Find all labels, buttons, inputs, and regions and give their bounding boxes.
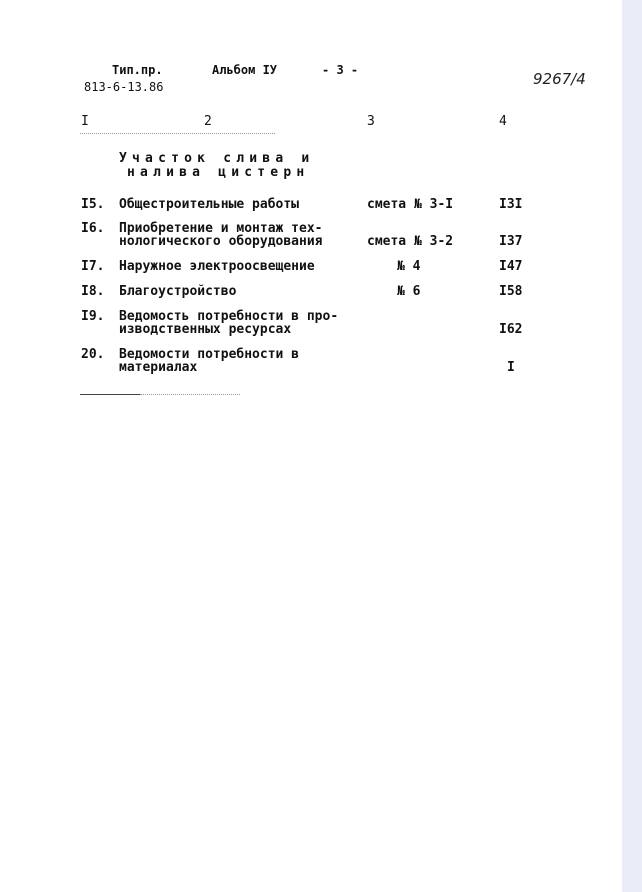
- section-title-line1: Участок слива и: [119, 151, 315, 166]
- row-number: I9.: [81, 309, 105, 324]
- column-header-3: 3: [367, 114, 375, 129]
- document-code: 813-6-13.86: [84, 80, 164, 94]
- row-page: I37: [499, 234, 523, 249]
- row-page: I62: [499, 322, 523, 337]
- row-name: Наружное электроосвещение: [119, 259, 315, 274]
- row-number: I5.: [81, 197, 105, 212]
- bottom-rule-faint: [140, 394, 240, 395]
- row-estimate: смета № 3-I: [367, 197, 454, 212]
- row-estimate: № 4: [397, 259, 421, 274]
- row-page: I47: [499, 259, 523, 274]
- type-project-label: Тип.пр.: [112, 63, 163, 77]
- album-label: Альбом IУ: [212, 63, 278, 77]
- row-number: I8.: [81, 284, 105, 299]
- bottom-rule: [80, 394, 140, 395]
- row-name: Ведомости потребности в материалах: [119, 347, 300, 375]
- row-number: I6.: [81, 221, 105, 236]
- header-underline: [80, 133, 275, 134]
- column-header-4: 4: [499, 114, 507, 129]
- column-header-1: I: [81, 114, 89, 129]
- archive-number: 9267/4: [533, 70, 586, 88]
- row-name: Благоустройство: [119, 284, 237, 299]
- page-number: - 3 -: [322, 63, 359, 77]
- row-name: Приобретение и монтаж тех- нологического оборудования: [119, 221, 323, 249]
- section-title-line2: налива цистерн: [127, 165, 310, 180]
- row-estimate: № 6: [397, 284, 421, 299]
- column-header-2: 2: [204, 114, 212, 129]
- row-page: I58: [499, 284, 523, 299]
- row-page: I: [507, 360, 515, 375]
- row-name: Ведомость потребности в про- изводственных ресурсах: [119, 309, 339, 337]
- row-name: Общестроительные работы: [119, 197, 300, 212]
- page-edge: [622, 0, 642, 892]
- row-page: I3I: [499, 197, 523, 212]
- row-number: I7.: [81, 259, 105, 274]
- row-estimate: смета № 3-2: [367, 234, 454, 249]
- row-number: 20.: [81, 347, 105, 362]
